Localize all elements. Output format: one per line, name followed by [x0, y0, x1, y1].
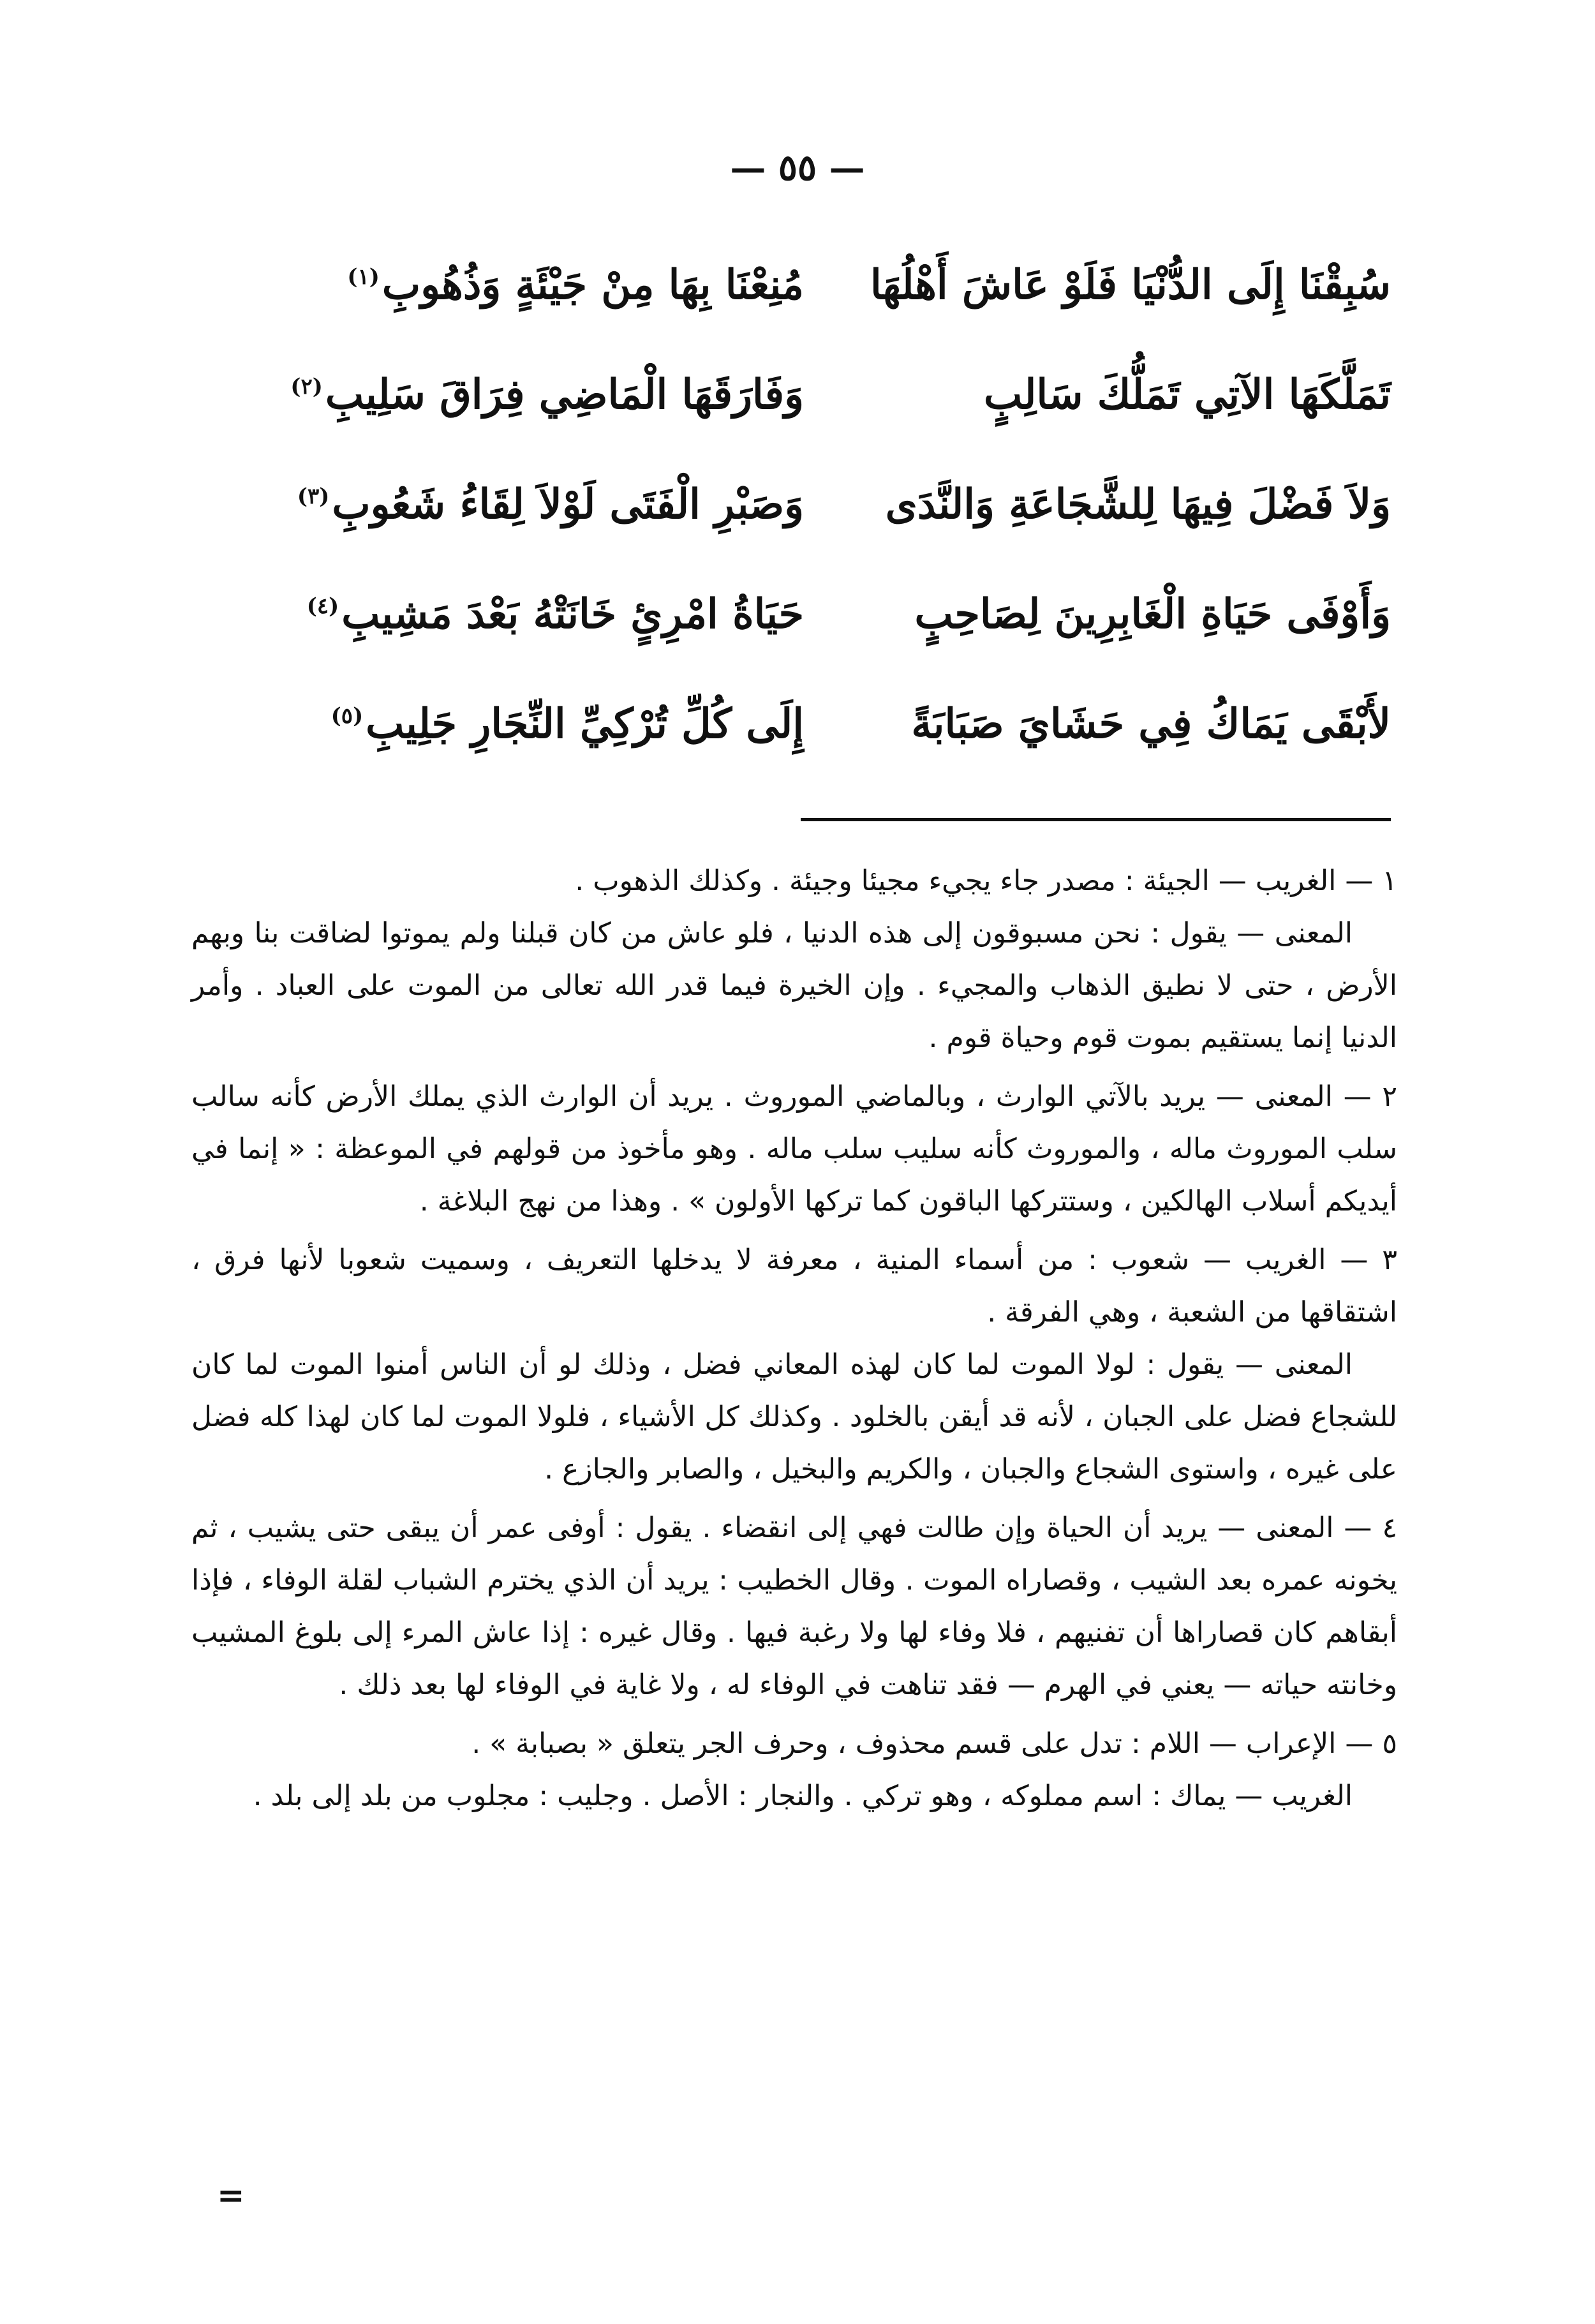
footnote-divider	[801, 818, 1391, 821]
verse-second-text: وَصَبْرِ الْفَتَى لَوْلاَ لِقَاءُ شَعُوبِ	[332, 480, 804, 528]
footnote-ref: (٥)	[330, 703, 364, 729]
verse-second-hemistich	[242, 371, 804, 419]
verse-second-hemistich	[242, 480, 804, 528]
footnote-ref: (٢)	[290, 374, 323, 400]
verse-second-text: وَفَارَقَهَا الْمَاضِي فِرَاقَ سَلِيبِ	[325, 370, 804, 419]
verse-line	[242, 669, 1391, 778]
verse-line	[242, 230, 1391, 339]
verse-second-hemistich	[242, 700, 804, 748]
note-paragraph: المعنى — يقول : لولا الموت لما كان لهذه المعاني فضل ، وذلك لو أن الناس أمنوا الموت لما كان للشجاع فضل على الجبان ، لأنه قد أيقن بالخلود . وكذلك كل الأشياء ، فلولا الموت لما كان لهذا كله فضل على غيره ، واستوى الشجاع والجبان ، والكريم والبخيل ، والصابر والجازع .	[191, 1348, 1397, 1486]
footnote-ref: (١)	[347, 264, 380, 290]
verse-second-text: مُنِعْنَا بِهَا مِنْ جَيْئَةٍ وَذُهُوبِ	[382, 260, 804, 309]
footnote-5	[191, 1718, 1397, 1822]
footnote-ref: (٤)	[306, 593, 339, 620]
note-paragraph: المعنى — يقول : نحن مسبوقون إلى هذه الدنيا ، فلو عاش من كان قبلنا ولم يموتوا لضاقت بنا وبهم الأرض ، حتى لا نطيق الذهاب والمجيء . وإن الخيرة فيما قدر الله تعالى من الموت على العباد . وأمر الدنيا إنما يستقيم بموت قوم وحياة قوم .	[191, 917, 1397, 1054]
verse-line	[242, 449, 1391, 559]
footnote-1	[191, 855, 1397, 1064]
end-mark: =	[217, 2176, 245, 2215]
poem-verses	[242, 230, 1391, 778]
footnote-4	[191, 1502, 1397, 1711]
footnotes	[191, 855, 1397, 1829]
verse-first-hemistich: وَلاَ فَضْلَ فِيهَا لِلشَّجَاعَةِ وَالنَّدَى	[885, 480, 1391, 528]
page-number: — ٥٥ —	[730, 147, 865, 189]
verse-first-hemistich: تَمَلَّكَهَا الآتِي تَمَلُّكَ سَالِبٍ	[983, 370, 1391, 419]
verse-second-text: حَيَاةُ امْرِئٍ خَانَتْهُ بَعْدَ مَشِيبِ	[341, 590, 804, 638]
verse-first-hemistich: وَأَوْفَى حَيَاةِ الْغَابِرِينَ لِصَاحِبٍ	[914, 590, 1391, 638]
note-paragraph: ٢ — المعنى — يريد بالآتي الوارث ، وبالماضي الموروث . يريد أن الوارث الذي يملك الأرض كأنه سالب سلب الموروث ماله ، والموروث كأنه سليب سلب ماله . وهو مأخوذ من قولهم في الموعظة : « إنما في أيديكم أسلاب الهالكين ، وستتركها الباقون كما تركها الأولون » . وهذا من نهج البلاغة .	[191, 1080, 1397, 1218]
verse-first-hemistich: لأَبْقَى يَمَاكُ فِي حَشَايَ صَبَابَةً	[911, 699, 1391, 748]
note-paragraph: ٣ — الغريب — شعوب : من أسماء المنية ، معرفة لا يدخلها التعريف ، وسميت شعوبا لأنها فرق ، اشتقاقها من الشعبة ، وهي الفرقة .	[191, 1244, 1397, 1329]
verse-line	[242, 559, 1391, 669]
note-paragraph: الغريب — يماك : اسم مملوكه ، وهو تركي . والنجار : الأصل . وجليب : مجلوب من بلد إلى بلد .	[253, 1780, 1353, 1812]
verse-second-text: إِلَى كُلِّ تُرْكِيِّ النِّجَارِ جَلِيبِ	[366, 699, 804, 748]
footnote-ref: (٣)	[297, 484, 330, 510]
note-paragraph: ٥ — الإعراب — اللام : تدل على قسم محذوف ، وحرف الجر يتعلق « بصبابة » .	[471, 1727, 1397, 1760]
note-paragraph: ٤ — المعنى — يريد أن الحياة وإن طالت فهي إلى انقضاء . يقول : أوفى عمر أن يبقى حتى يشيب ، ثم يخونه عمره بعد الشيب ، وقصاراه الموت . وقال الخطيب : يريد أن الذي يخترم الشباب لقلة الوفاء ، فإذا أبقاهم كان قصاراها أن تفنيهم ، فلا وفاء لها ولا رغبة فيها . وقال غيره : إذا عاش المرء إلى بلوغ المشيب وخانته حياته — يعني في الهرم — فقد تناهت في الوفاء له ، ولا غاية في الوفاء لها بعد ذلك .	[191, 1512, 1397, 1701]
verse-second-hemistich	[242, 590, 804, 638]
footnote-2	[191, 1071, 1397, 1228]
footnote-3	[191, 1234, 1397, 1496]
verse-line	[242, 339, 1391, 449]
note-paragraph: ١ — الغريب — الجيئة : مصدر جاء يجيء مجيئا وجيئة . وكذلك الذهوب .	[575, 865, 1397, 897]
verse-second-hemistich	[242, 261, 804, 309]
verse-first-hemistich: سُبِقْنَا إِلَى الدُّنْيَا فَلَوْ عَاشَ أَهْلُهَا	[870, 260, 1391, 309]
